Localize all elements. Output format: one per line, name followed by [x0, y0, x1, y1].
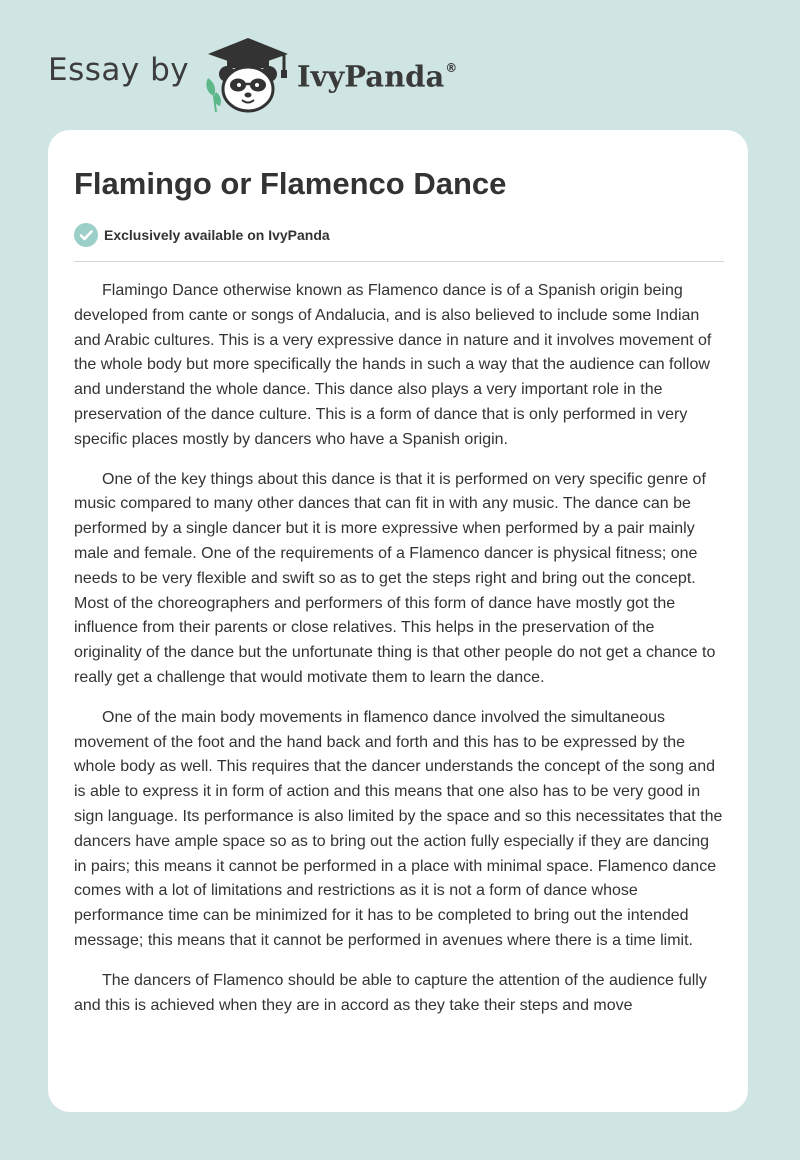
essay-body	[74, 279, 724, 1033]
exclusive-badge	[74, 223, 330, 247]
paragraph: One of the main body movements in flamenco dance involved the simultaneous movement of the foot and the hand back and forth and this has to be expressed by the whole body as well. This requires that the dancer understands the concept of the song and is able to express it in form of action and this means that one also has to be very good in sign language. Its performance is also limited by the space and so this necessitates that the dancers have ample space so as to bring out the action fully especially if they are dancing in pairs; this means it cannot be performed in a place with minimal space. Flamenco dance comes with a lot of limitations and restrictions as it is not a form of dance whose performance time can be minimized for it has to be completed to bring out the intended message; this means that it cannot be performed in avenues where there is a time limit.	[74, 708, 723, 949]
brand-name	[297, 52, 457, 97]
registered-mark: ®	[445, 61, 458, 75]
ivypanda-logo[interactable]	[200, 34, 300, 114]
check-icon	[74, 223, 98, 247]
essay-by-label: Essay by	[48, 52, 190, 88]
paragraph: The dancers of Flamenco should be able to capture the attention of the audience fully and this is achieved when they are in accord as they take their steps and move	[74, 971, 707, 1014]
panda-graduate-icon	[200, 34, 300, 114]
divider	[74, 261, 724, 262]
essay-card	[48, 130, 748, 1112]
brand-text: IvyPanda	[297, 59, 445, 94]
paragraph: One of the key things about this dance is that it is performed on very specific genre of music compared to many other dances that can fit in with any music. The dance can be performed by a single dancer but it is more expressive when performed by a pair mainly male and female. One of the requirements of a Flamenco dancer is physical fitness; one needs to be very flexible and swift so as to get the steps right and bring out the concept. Most of the choreographers and performers of this form of dance have mostly got the influence from their parents or close relatives. This helps in the preservation of the originality of the dance but the unfortunate thing is that other people do not get a chance to really get a challenge that would motivate them to learn the dance.	[74, 470, 716, 686]
page-title: Flamingo or Flamenco Dance	[74, 166, 507, 201]
exclusive-badge-label: Exclusively available on IvyPanda	[104, 227, 330, 243]
paragraph: Flamingo Dance otherwise known as Flamenco dance is of a Spanish origin being developed from cante or songs of Andalucia, and is also believed to include some Indian and Arabic cultures. This is a very expressive dance in nature and it involves movement of the whole body but more specifically the hands in such a way that the audience can follow and understand the whole dance. This dance also plays a very important role in the preservation of the dance culture. This is a form of dance that is only performed in very specific places mostly by dancers who have a Spanish origin.	[74, 282, 712, 448]
site-header	[0, 0, 800, 130]
